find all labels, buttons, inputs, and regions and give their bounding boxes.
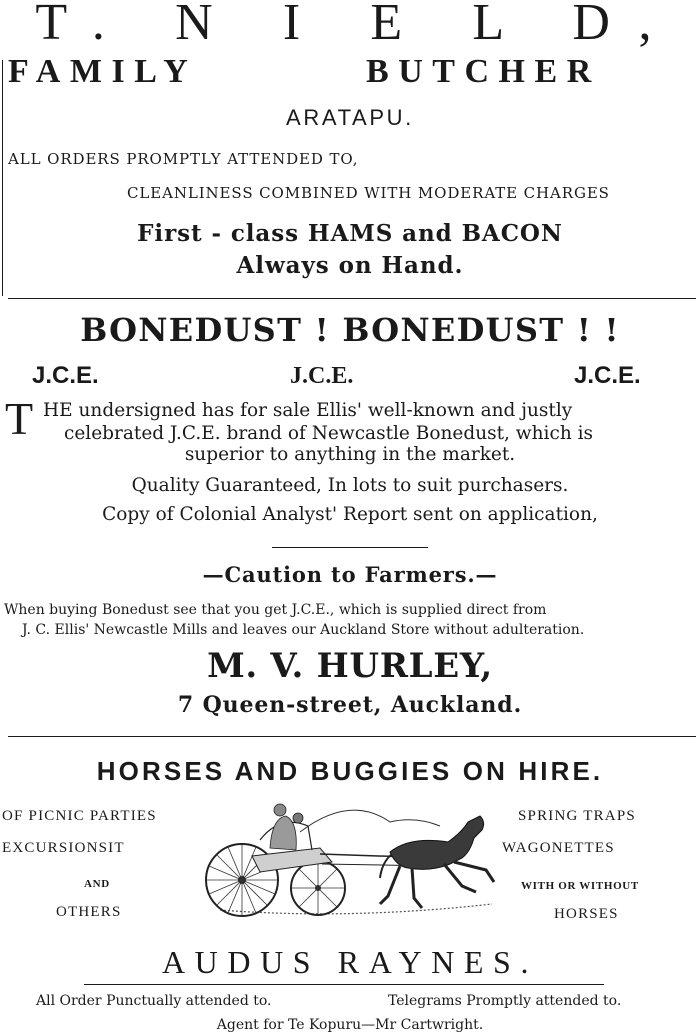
nield-trade (0, 52, 700, 92)
horses-buggies-title: HORSES AND BUGGIES ON HIRE. (96, 756, 604, 786)
report-line: Copy of Colonial Analyst' Report sent on application, (102, 504, 598, 525)
divider-rule (8, 298, 696, 299)
nield-place: ARATAPU. (286, 105, 414, 130)
nield-hams-line: First - class HAMS and BACON (137, 220, 563, 247)
nield-trade-butcher: BUTCHER (366, 53, 601, 90)
service-right-item: SPRING TRAPS (518, 808, 636, 824)
service-left-item: EXCURSIONSIT (2, 840, 125, 856)
service-right-item: WAGONETTES (502, 840, 615, 856)
warning-line: J. C. Ellis' Newcastle Mills and leaves our Auckland Store without adulteration. (22, 622, 585, 638)
brand-label: J.C.E. (290, 363, 354, 389)
horse-buggy-illustration (200, 792, 500, 924)
merchant-name: M. V. HURLEY, (207, 646, 493, 686)
short-divider-rule (272, 547, 428, 548)
nield-name: T. N I E L D, (35, 0, 681, 51)
caution-heading: —Caution to Farmers.— (202, 562, 498, 587)
quality-line: Quality Guaranteed, In lots to suit purchasers. (131, 475, 569, 496)
nield-cleanliness-line: CLEANLINESS COMBINED WITH MODERATE CHARGES (127, 184, 610, 202)
divider-rule (8, 736, 696, 737)
bonedust-paragraph-line: superior to anything in the market. (184, 444, 516, 465)
service-left-item: OF PICNIC PARTIES (2, 808, 157, 824)
merchant-address: 7 Queen-street, Auckland. (177, 692, 523, 718)
service-right-item: WITH OR WITHOUT (521, 880, 639, 892)
bonedust-paragraph-line: HE undersigned has for sale Ellis' well-known and justly (43, 400, 573, 421)
nield-trade-family: FAMILY (8, 53, 198, 90)
brand-row (0, 361, 700, 391)
proprietor-name: AUDUS RAYNES. (161, 944, 539, 980)
drop-cap: T (5, 393, 34, 444)
underline-rule (84, 984, 604, 985)
service-right-item: HORSES (554, 906, 619, 922)
nield-always-line: Always on Hand. (236, 252, 464, 279)
warning-line: When buying Bonedust see that you get J.C.E., which is supplied direct from (4, 602, 547, 618)
bonedust-paragraph-line: celebrated J.C.E. brand of Newcastle Bonedust, which is (64, 423, 594, 444)
nield-orders-line: ALL ORDERS PROMPTLY ATTENDED TO, (8, 150, 359, 168)
brand-label: J.C.E. (574, 362, 641, 389)
service-left-item: AND (84, 878, 110, 890)
brand-label: J.C.E. (32, 362, 99, 389)
orders-line: All Order Punctually attended to. (36, 993, 272, 1009)
agent-line: Agent for Te Kopuru—Mr Cartwright. (216, 1017, 484, 1033)
telegrams-line: Telegrams Promptly attended to. (388, 993, 622, 1009)
bonedust-title: BONEDUST ! BONEDUST ! ! (80, 311, 620, 349)
service-left-item: OTHERS (56, 904, 122, 920)
